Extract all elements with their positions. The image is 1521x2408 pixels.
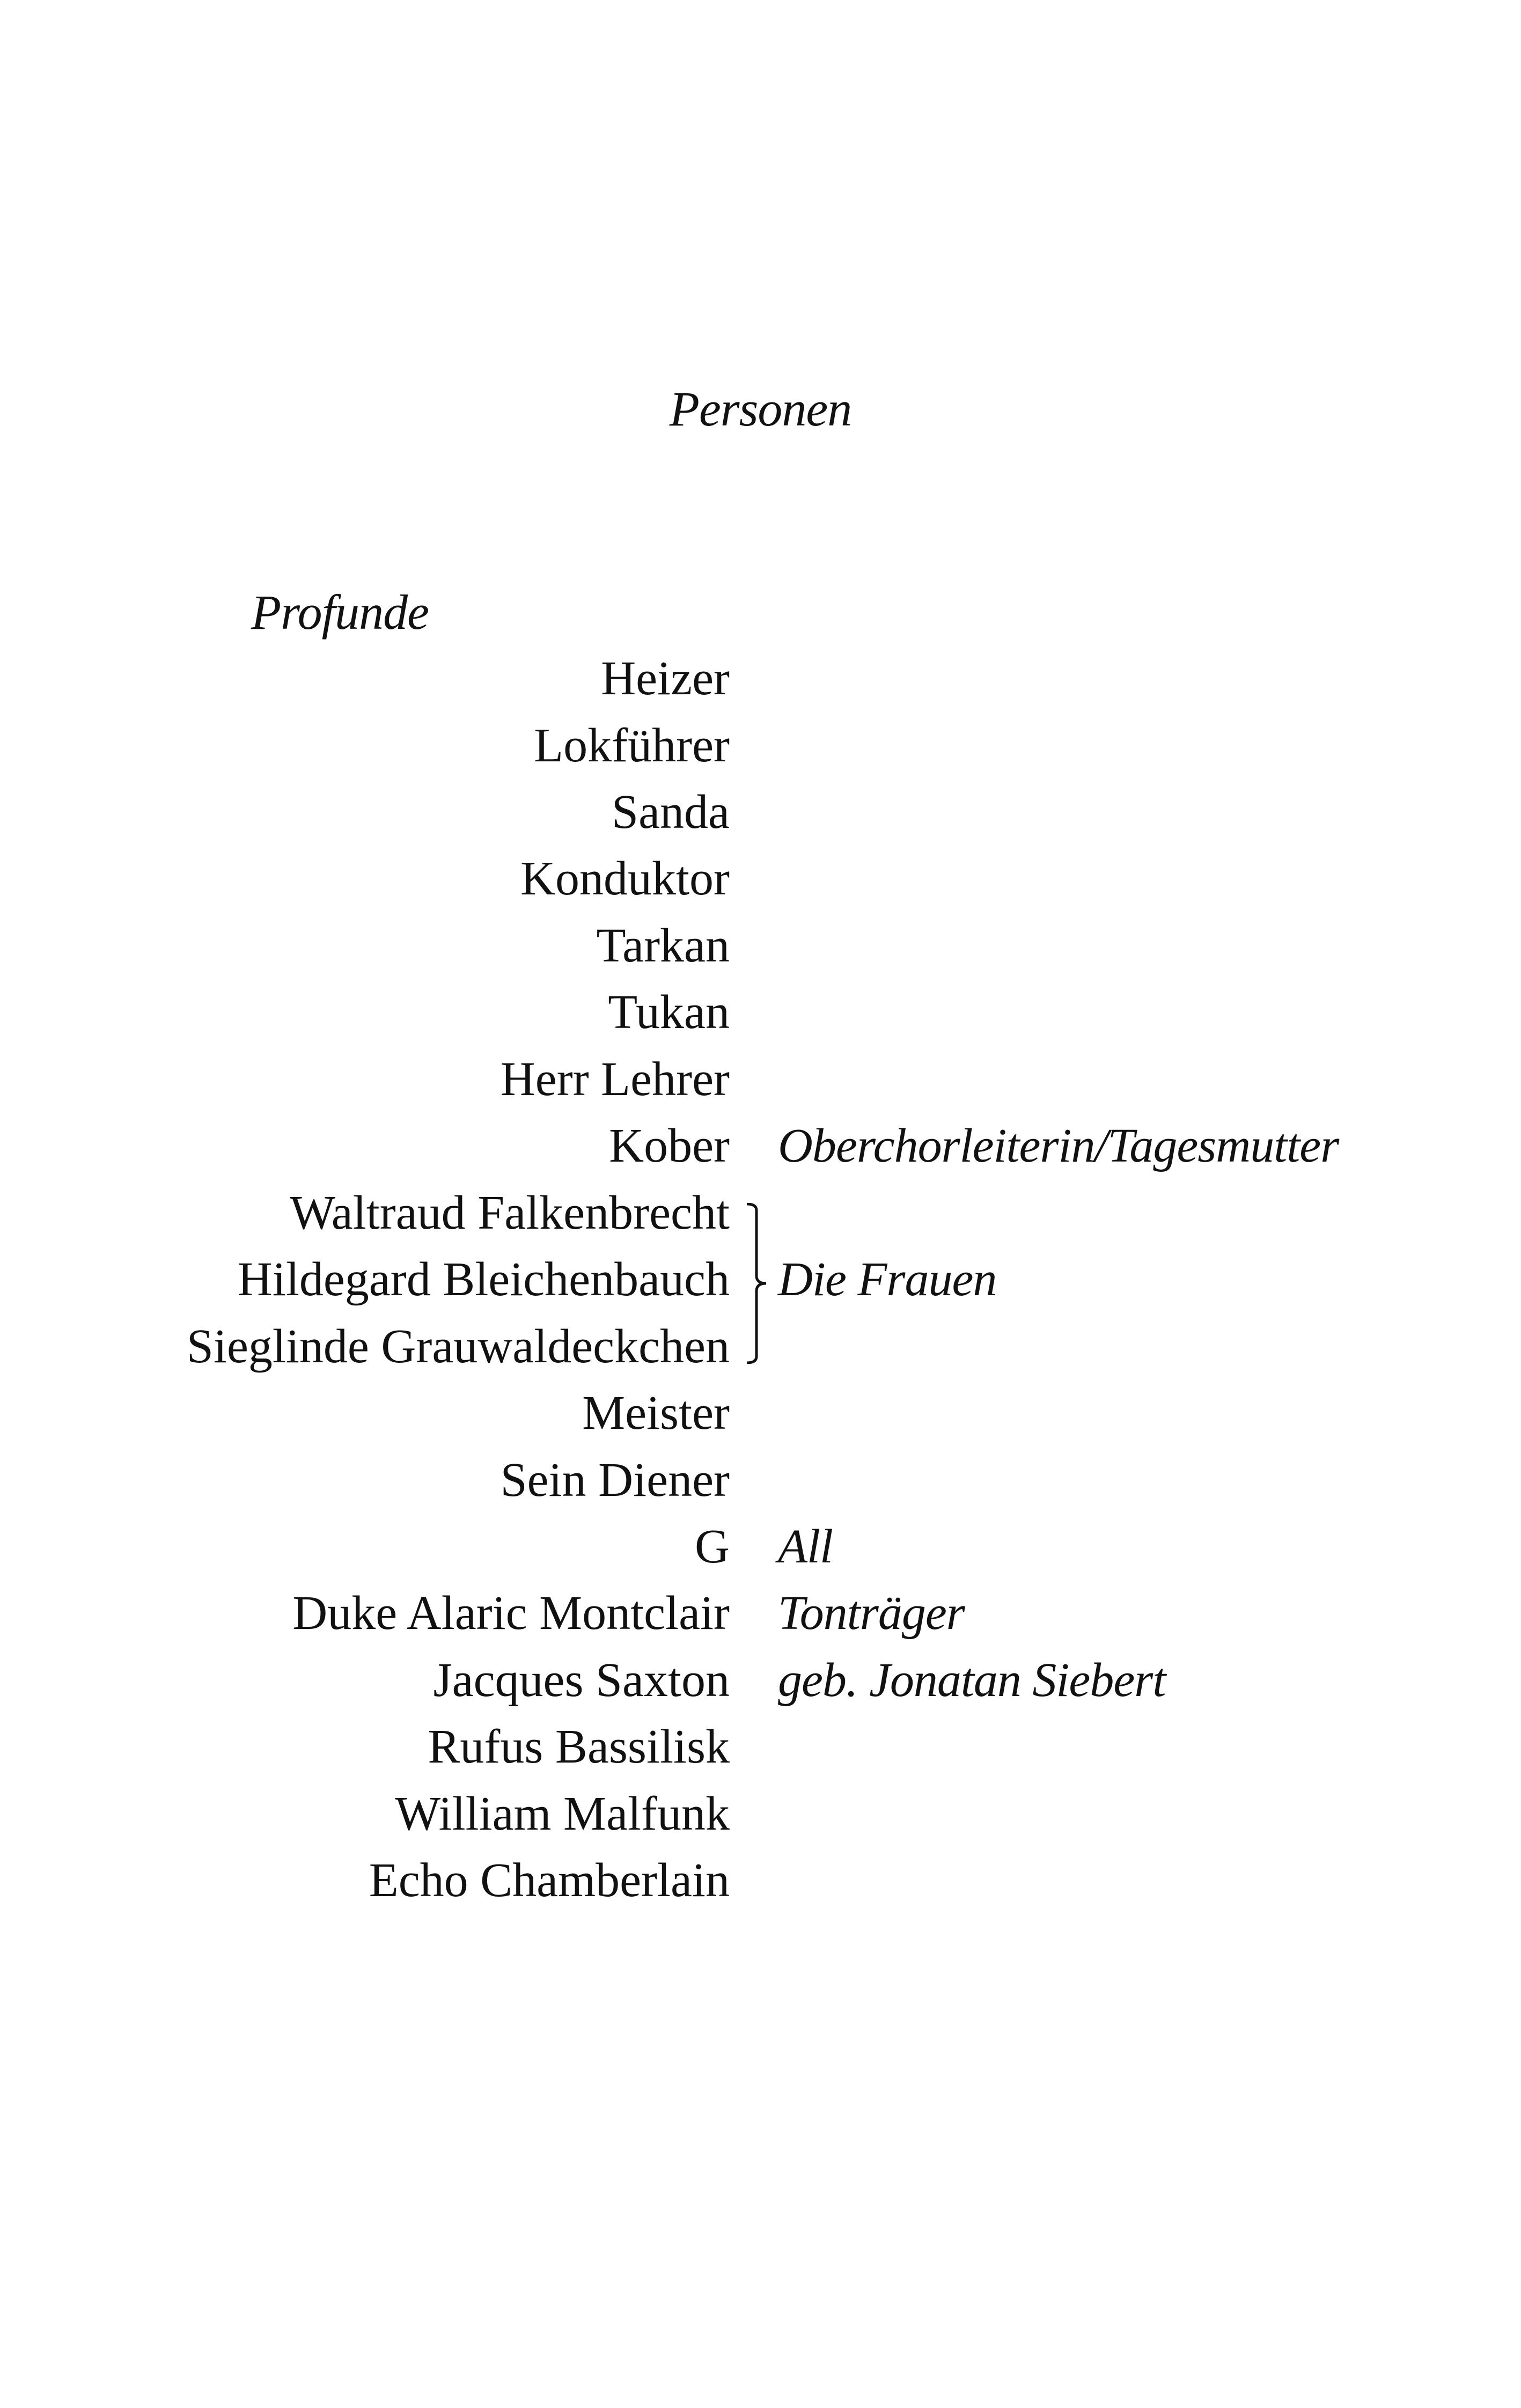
cast-note: geb. Jonatan Siebert xyxy=(778,1654,1166,1707)
cast-name: Sein Diener xyxy=(500,1453,730,1507)
cast-name: Duke Alaric Montclair xyxy=(292,1587,730,1640)
cast-name: William Malfunk xyxy=(395,1787,730,1840)
group-bracket-icon xyxy=(745,1203,777,1364)
cast-name: Herr Lehrer xyxy=(500,1053,730,1106)
group-label: Die Frauen xyxy=(778,1253,997,1306)
cast-name: Heizer xyxy=(601,652,730,705)
cast-note: All xyxy=(778,1520,833,1573)
cast-note: Oberchorleiterin/Tagesmutter xyxy=(778,1119,1339,1172)
cast-name: Kober xyxy=(609,1119,730,1172)
cast-name: Lokführer xyxy=(534,719,730,772)
cast-name: Tukan xyxy=(608,986,730,1039)
cast-note: Tonträger xyxy=(778,1587,965,1640)
cast-name: Sieglinde Grauwaldeckchen xyxy=(186,1320,730,1373)
cast-name: G xyxy=(695,1520,730,1573)
page-title: Personen xyxy=(669,381,852,436)
section-label: Profunde xyxy=(251,585,429,640)
cast-name: Meister xyxy=(582,1386,730,1440)
cast-name: Echo Chamberlain xyxy=(369,1854,730,1907)
cast-name: Sanda xyxy=(612,785,730,839)
cast-name: Jacques Saxton xyxy=(433,1654,730,1707)
cast-name: Waltraud Falkenbrecht xyxy=(290,1186,730,1239)
cast-name: Tarkan xyxy=(596,919,730,972)
cast-name: Konduktor xyxy=(520,852,730,905)
cast-name: Rufus Bassilisk xyxy=(428,1720,730,1773)
cast-name: Hildegard Bleichenbauch xyxy=(237,1253,730,1306)
